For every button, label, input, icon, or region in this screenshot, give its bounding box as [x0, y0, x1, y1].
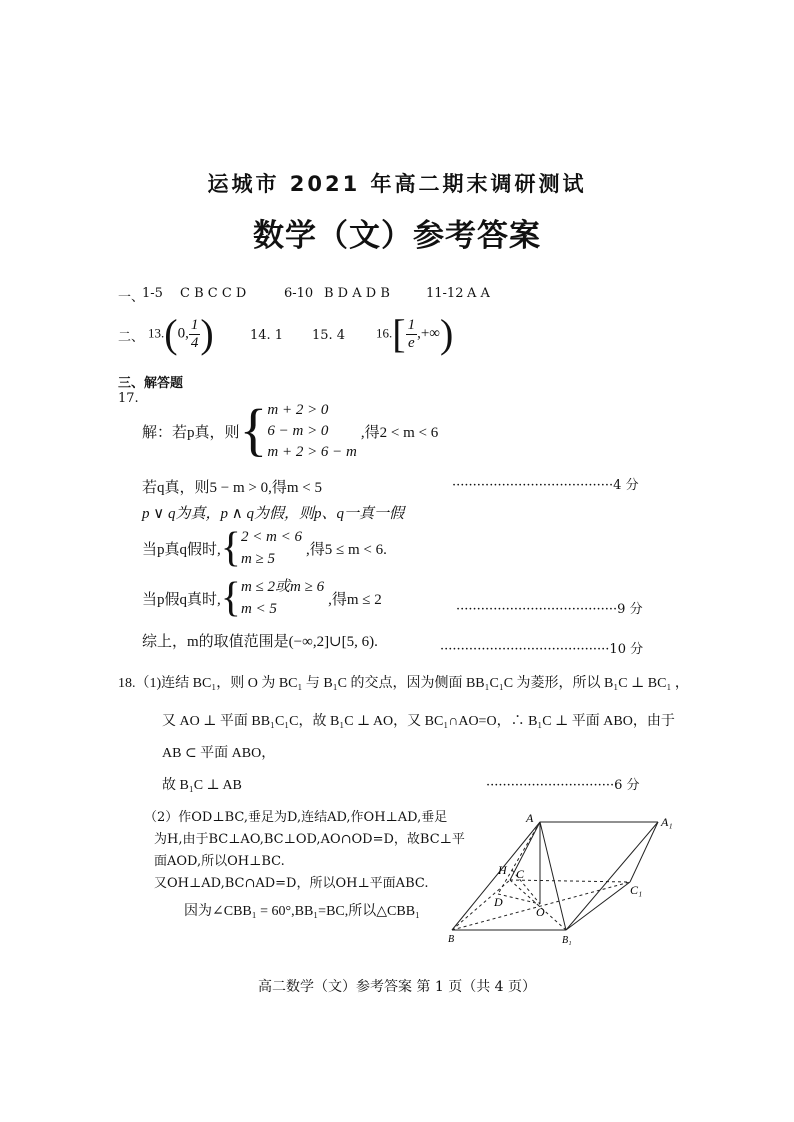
edge-A-D [498, 822, 540, 894]
answer-key-title: 数学（文）参考答案 [253, 218, 541, 254]
exam-title: 运城市 2021 年高二期末调研测试 [207, 172, 587, 196]
label-D: D [494, 895, 503, 909]
part1-range-2: 6-10 [284, 286, 314, 301]
part2-label: 二、 [118, 330, 145, 345]
part3-label: 三、解答题 [118, 376, 184, 391]
part1-label: 一、 [118, 290, 145, 305]
edge-C-C1 [510, 880, 630, 882]
q17-system-1: { m + 2 > 0 6 − m > 0 m + 2 > 6 − m [239, 397, 357, 462]
part1-answers-3: A A [467, 286, 490, 301]
q17-case1-prefix: 当p真q假时, [142, 541, 221, 558]
edge-A-B [452, 822, 540, 930]
q18-score-1: ·······························6 分 [486, 778, 640, 793]
q18-p2-line-3: 面AOD,所以OH⊥BC. [154, 854, 285, 869]
page-footer: 高二数学（文）参考答案 第 1 页（共 4 页） [257, 979, 537, 995]
q17-conclusion: 综上，m的取值范围是(−∞,2]∪[5, 6). [142, 634, 378, 650]
q18-line-2: 又 AO ⊥ 平面 BB₁C₁C，故 B₁C ⊥ AO，又 BC₁∩AO=O，∴ B₁C ⊥ 平面 ABO，由于 [162, 714, 675, 729]
q15-answer: 15. 4 [312, 328, 346, 343]
part1-range-1: 1-5 [142, 286, 163, 301]
q18-line-4: 故 B₁C ⊥ AB [162, 778, 242, 793]
q17-case-p [142, 397, 439, 463]
q18-p2-line-1: （2）作OD⊥BC,垂足为D,连结AD,作OH⊥AD,垂足 [144, 810, 448, 825]
part1-answers-2: B D A D B [324, 286, 390, 301]
part1-range-3: 11-12 [426, 286, 464, 301]
label-C1: C₁ [630, 883, 643, 897]
q16-answer: 16.[ $\frac{1}{e}$ ,+∞) [376, 311, 454, 356]
label-A1: A₁ [661, 815, 673, 829]
prism-solid-edges [452, 822, 658, 930]
label-O: O [536, 905, 545, 919]
q17-sys1-result: ,得2 < m < 6 [360, 425, 439, 441]
label-H: H [498, 863, 507, 877]
q16-fraction: $\frac{1}{e}$ [407, 316, 416, 351]
label-B1: B₁ [562, 935, 572, 946]
part1-answers-1: C B C C D [180, 286, 247, 301]
q17-case-1 [142, 526, 387, 570]
q13-label: 13. [148, 325, 165, 341]
label-A: A [526, 811, 534, 825]
q17-logic: p ∨ q为真，p ∧ q为假，则p、q一真一假 [142, 506, 404, 522]
q17-case1-result: ,得5 ≤ m < 6. [306, 541, 387, 558]
q17-system-2: { 2 < m < 6 m ≥ 5 [220, 525, 303, 571]
q13-fraction: $\frac{1}{4}$ [190, 316, 199, 351]
q17-label: 17. [118, 391, 139, 406]
q18-p2-line-2: 为H,由于BC⊥AO,BC⊥OD,AO∩OD=D，故BC⊥平 [154, 832, 465, 847]
q17-system-3: { m ≤ 2或m ≥ 6 m < 5 [220, 575, 325, 621]
q17-score-3: ·········································10 分 [440, 642, 644, 657]
edge-A1-B1 [566, 822, 658, 930]
q17-score-2: ·······································9 分 [456, 602, 643, 617]
q17-case-2 [142, 576, 382, 620]
label-C: C [516, 867, 525, 881]
q17-score-1: ·······································4 分 [452, 478, 639, 493]
q14-answer: 14. 1 [250, 328, 284, 343]
q18-line-3: AB ⊂ 平面 ABO， [162, 746, 276, 761]
edge-D-O [498, 894, 540, 904]
q13-answer: 13.(0, $\frac{1}{4}$ ) [148, 311, 214, 356]
q17-sol-prefix: 解：若p真，则 [142, 425, 240, 441]
prism-figure [440, 806, 690, 948]
q13-left: 0, [177, 325, 189, 342]
edge-A-C [510, 822, 540, 880]
label-B: B [448, 934, 455, 945]
q18-line-1: 18.（1)连结 BC₁，则 O 为 BC₁ 与 B₁C 的交点，因为侧面 BB₁C₁C 为菱形，所以 B₁C ⊥ BC₁ ， [118, 676, 689, 691]
q17-case2-prefix: 当p假q真时, [142, 591, 221, 608]
q18-p2-line-5: 因为∠CBB₁ = 60°,BB₁=BC,所以△CBB₁ [184, 904, 420, 919]
edge-A1-C1 [630, 822, 658, 882]
q16-right: ,+∞ [417, 325, 440, 342]
edge-B1-C1 [566, 882, 630, 930]
q18-p2-line-4: 又OH⊥AD,BC∩AD=D，所以OH⊥平面ABC. [154, 876, 429, 891]
q16-label: 16. [376, 325, 393, 341]
q17-q-true: 若q真，则5 − m > 0,得m < 5 [142, 480, 322, 496]
q17-case2-result: ,得m ≤ 2 [328, 591, 382, 608]
